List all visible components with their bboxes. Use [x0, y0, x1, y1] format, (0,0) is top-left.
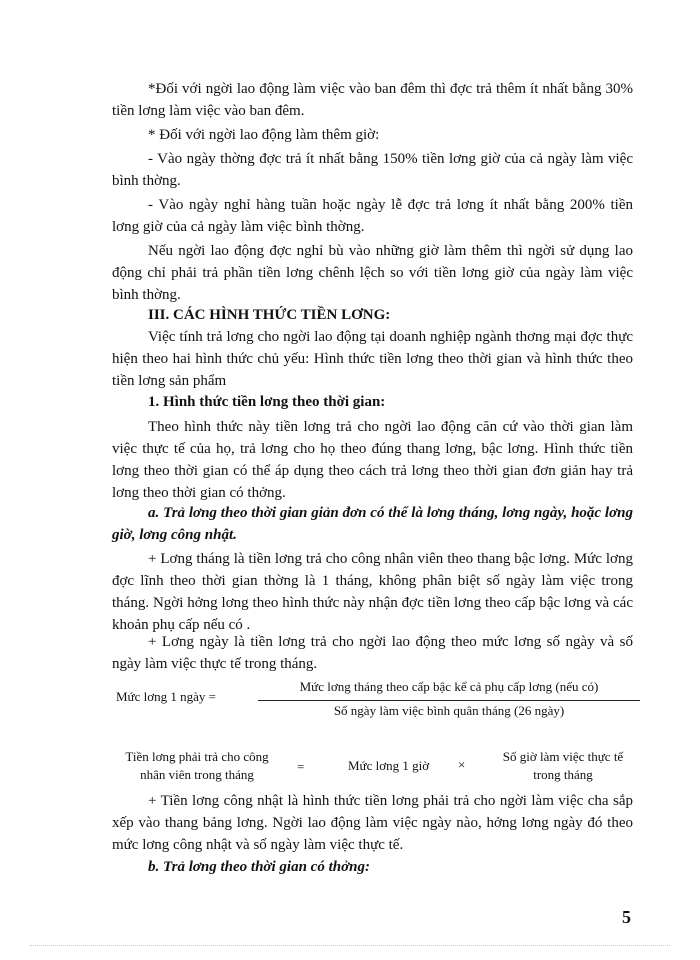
formula-actual-hours-line1: Số giờ làm việc thực tế — [502, 749, 624, 764]
formula-equals-sign: = — [297, 759, 305, 774]
formula-daily-wage-numerator: Mức lơng tháng theo cấp bậc kể cả phụ cấp lơng (nếu có) — [299, 679, 599, 694]
formula-multiply-sign: × — [458, 757, 466, 772]
paragraph-night-work: *Đối với ngời lao động làm việc vào ban đêm thì đợc trả thêm ít nhất bằng 30% tiền lơng làm việc vào ban đêm. — [112, 81, 633, 119]
paragraph-daily-wage: + Lơng ngày là tiền lơng trả cho ngời lao động theo mức lơng số ngày và số ngày làm việc thực tế trong tháng. — [112, 634, 633, 672]
subheading-time-based-wage: 1. Hình thức tiền lơng theo thời gian: — [148, 394, 386, 410]
formula-daily-wage-label: Mức lơng 1 ngày = — [116, 689, 216, 704]
paragraph-holiday-overtime: - Vào ngày nghỉ hàng tuần hoặc ngày lễ đợc trả lơng ít nhất bằng 200% tiền lơng giờ của cả ngày làm việc bình thờng. — [112, 197, 633, 235]
footer-divider — [30, 945, 670, 946]
paragraph-casual-wage: + Tiền lơng công nhật là hình thức tiền lơng phải trả cho ngời làm việc cha sắp xếp vào thang bảng lơng. Ngời lao động làm việc ngày nào, hởng lơng ngày đó theo mức lơng công nhật và số ngày làm việc thực tế. — [112, 793, 633, 853]
paragraph-wage-forms: Việc tính trả lơng cho ngời lao động tại doanh nghiệp ngành thơng mại đợc thực hiện theo hai hình thức chủ yếu: Hình thức tiền lơng theo thời gian và hình thức theo tiền lơng sản phẩm — [112, 329, 633, 389]
fraction-bar — [258, 700, 640, 701]
subheading-simple-time-wage: a. Trả lơng theo thời gian giản đơn có thể là lơng tháng, lơng ngày, hoặc lơng giờ, lơng công nhật. — [112, 505, 633, 543]
paragraph-monthly-wage: + Lơng tháng là tiền lơng trả cho công nhân viên theo thang bậc lơng. Mức lơng đợc lĩnh theo thời gian thờng là 1 tháng, không phân biệt số ngày làm việc trong tháng. Ngời hởng lơng theo hình thức này nhận đợc tiền lơng theo cấp bậc lơng và các khoản phụ cấp nếu có . — [112, 551, 633, 633]
page-number: 5 — [622, 907, 631, 927]
paragraph-overtime-heading: * Đối với ngời lao động làm thêm giờ: — [148, 127, 380, 143]
paragraph-time-based-description: Theo hình thức này tiền lơng trả cho ngời lao động căn cứ vào thời gian làm việc thực tế của họ, trả lơng cho họ theo đúng thang lơng, bậc lơng. Hình thức tiền lơng theo thời gian có thể áp dụng theo cách trả lơng theo thời gian đơn giản hay trả lơng theo thời gian có thởng. — [112, 419, 633, 501]
formula-actual-hours-line2: trong tháng — [533, 767, 593, 782]
formula-monthly-pay-label-line1: Tiền lơng phải trả cho công — [125, 749, 269, 764]
paragraph-weekday-overtime: - Vào ngày thờng đợc trả ít nhất bằng 150% tiền lơng giờ của cả ngày làm việc bình thờng. — [112, 151, 633, 189]
subheading-time-wage-with-bonus: b. Trả lơng theo thời gian có thởng: — [148, 859, 370, 875]
formula-daily-wage-denominator: Số ngày làm việc bình quân tháng (26 ngày) — [333, 703, 565, 718]
paragraph-compensatory-leave: Nếu ngời lao động đợc nghỉ bù vào những giờ làm thêm thì ngời sử dụng lao động chỉ phải trả phần tiền lơng chênh lệch so với tiền lơng giờ của ngày làm việc bình thờng. — [112, 243, 633, 303]
formula-hourly-rate: Mức lơng 1 giờ — [348, 758, 430, 773]
formula-monthly-pay-label-line2: nhân viên trong tháng — [140, 767, 254, 782]
section-heading-iii: III. CÁC HÌNH THỨC TIỀN LƠNG: — [148, 307, 391, 323]
